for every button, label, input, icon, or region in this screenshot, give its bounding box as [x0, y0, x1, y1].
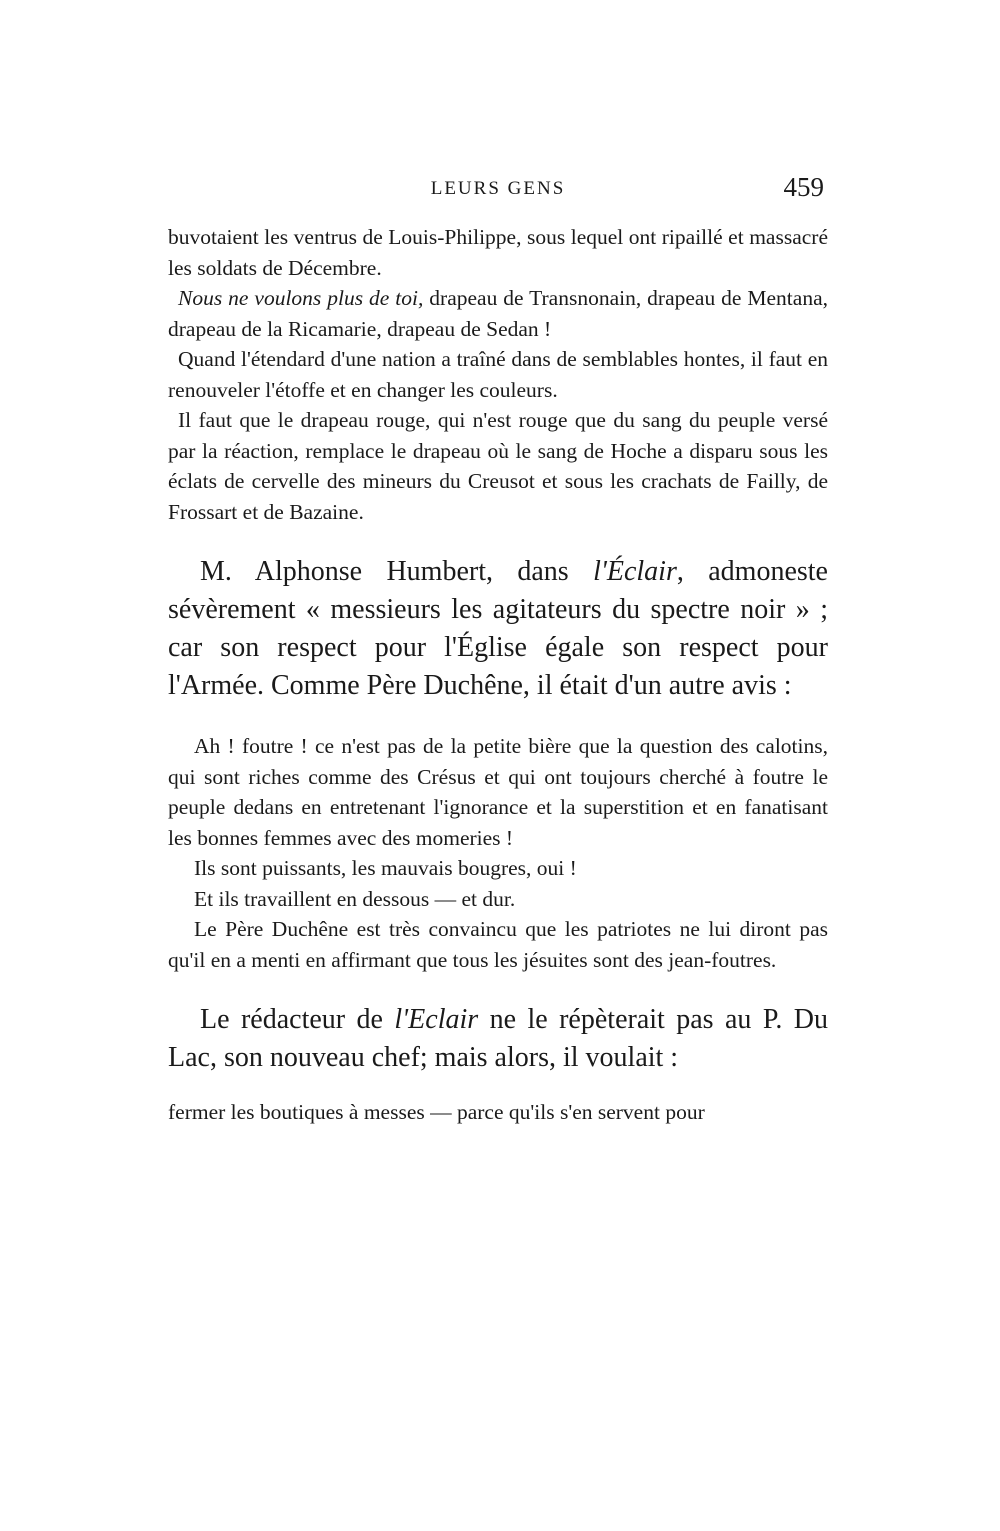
- quote-paragraph: buvotaient les ventrus de Louis-Philippe, sous lequel ont ripaillé et massacré les soldats de Décembre.: [168, 225, 828, 280]
- quote-paragraph: fermer les boutiques à messes — parce qu'ils s'en servent pour: [168, 1100, 705, 1124]
- book-page: [168, 170, 828, 1128]
- quote-paragraph: Le Père Duchêne est très convaincu que les patriotes ne lui diront pas qu'il en a menti en affirmant que tous les jésuites sont des jean-foutres.: [168, 917, 828, 972]
- quote-block-flag: [168, 222, 828, 527]
- running-title: LEURS GENS: [430, 178, 566, 199]
- body-text: , admoneste sévèrement « messieurs les agitateurs du spectre noir » ; car son respect pour l'Église égale son respect pour l'Armée. Comme Père Duchêne, il était d'un autre avis :: [168, 556, 828, 701]
- newspaper-title: l'Éclair: [593, 556, 677, 587]
- quote-block-boutiques: [168, 1097, 828, 1128]
- quote-paragraph: Quand l'étendard d'une nation a traîné dans de semblables hontes, il faut en renouveler l'étoffe et en changer les couleurs.: [168, 347, 828, 402]
- quote-text: drapeau de Transnonain, drapeau de Mentana, drapeau de la Ricamarie, drapeau de Sedan !: [168, 286, 828, 341]
- newspaper-title: l'Eclair: [394, 1004, 479, 1035]
- body-text: M. Alphonse Humbert, dans: [200, 556, 594, 587]
- body-paragraph: [168, 553, 828, 705]
- italic-phrase: Nous ne voulons plus de toi,: [178, 286, 424, 310]
- quote-block-pere-duchene: [168, 731, 828, 975]
- body-paragraph: [168, 1001, 828, 1077]
- quote-paragraph: Et ils travaillent en dessous — et dur.: [194, 886, 516, 911]
- quote-paragraph: [168, 283, 828, 344]
- running-head: [168, 170, 828, 218]
- quote-paragraph: Ils sont puissants, les mauvais bougres, oui !: [194, 856, 577, 880]
- page-number: 459: [783, 172, 824, 202]
- body-text: ne le répèterait pas au P. Du Lac, son nouveau chef; mais alors, il voulait :: [168, 1004, 828, 1073]
- quote-paragraph: Il faut que le drapeau rouge, qui n'est rouge que du sang du peuple versé par la réaction, remplace le drapeau où le sang de Hoche a disparu sous les éclats de cervelle des mineurs du Creusot et sous les crachats de Failly, de Frossart et de Bazaine.: [168, 408, 828, 524]
- body-text: Le rédacteur de: [200, 1004, 395, 1035]
- quote-paragraph: Ah ! foutre ! ce n'est pas de la petite bière que la question des calotins, qui sont riches comme des Crésus et qui ont toujours cherché à foutre le peuple dedans en entretenant l'ignorance et la superstition et en fanatisant les bonnes femmes avec des momeries !: [168, 734, 828, 850]
